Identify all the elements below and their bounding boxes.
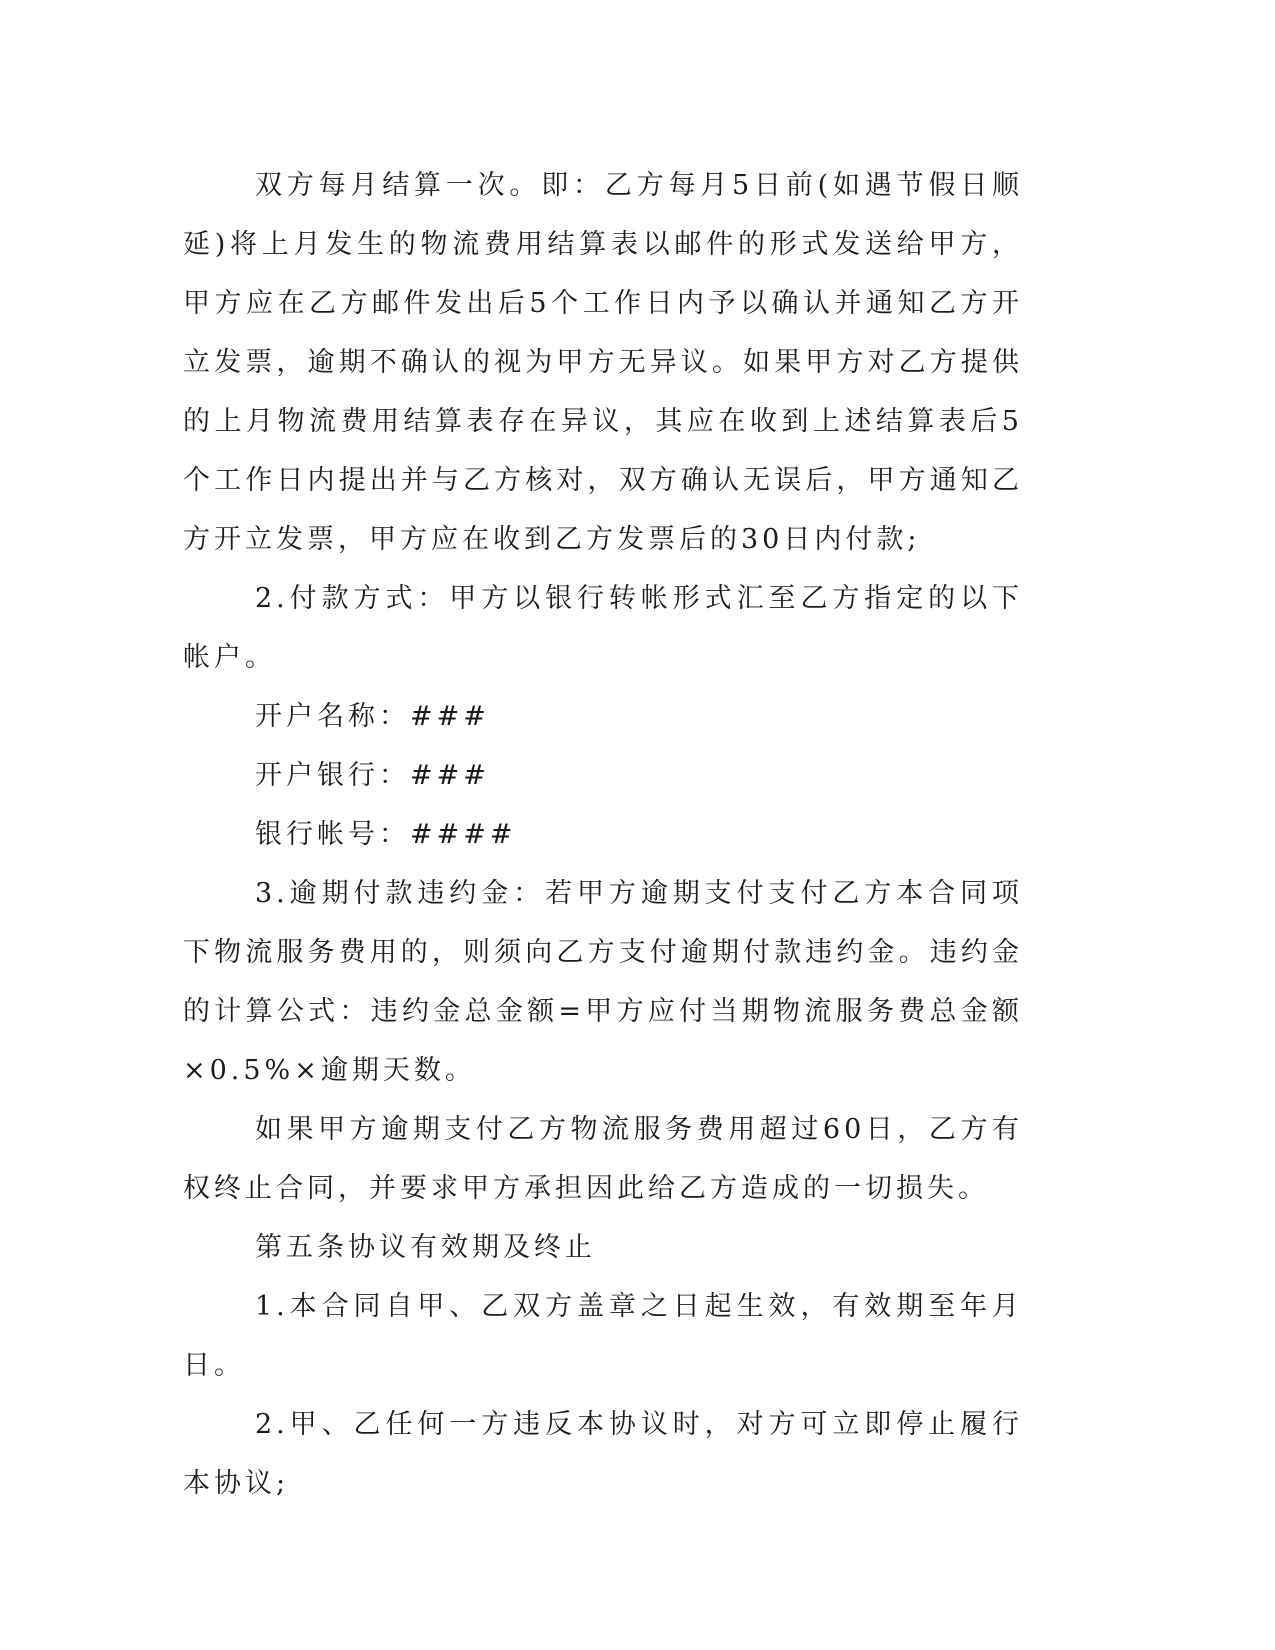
article-five-heading: 第五条协议有效期及终止 <box>255 1232 596 1263</box>
validity-paragraph: 1.本合同自甲、乙双方盖章之日起生效，有效期至年月日。 <box>183 1291 1023 1381</box>
account-number-line: 银行帐号：#### <box>255 819 517 850</box>
account-bank-line: 开户银行：### <box>255 760 490 791</box>
settlement-paragraph: 双方每月结算一次。即：乙方每月5日前(如遇节假日顺延)将上月发生的物流费用结算表以邮件的形式发送给甲方，甲方应在乙方邮件发出后5个工作日内予以确认并通知乙方开立发票，逾期不确认的视为甲方无异议。如果甲方对乙方提供的上月物流费用结算表存在异议，其应在收到上述结算表后5个工作日内提出并与乙方核对，双方确认无误后，甲方通知乙方开立发票，甲方应在收到乙方发票后的30日内付款; <box>183 170 1023 555</box>
payment-method-paragraph: 2.付款方式：甲方以银行转帐形式汇至乙方指定的以下帐户。 <box>183 583 1023 673</box>
document-body <box>183 156 1023 1513</box>
account-name-line: 开户名称：### <box>255 701 490 732</box>
breach-paragraph: 2.甲、乙任何一方违反本协议时，对方可立即停止履行本协议; <box>183 1409 1023 1499</box>
termination-right-paragraph: 如果甲方逾期支付乙方物流服务费用超过60日，乙方有权终止合同，并要求甲方承担因此给乙方造成的一切损失。 <box>183 1114 1023 1204</box>
late-payment-penalty-paragraph: 3.逾期付款违约金：若甲方逾期支付支付乙方本合同项下物流服务费用的，则须向乙方支付逾期付款违约金。违约金的计算公式：违约金总金额=甲方应付当期物流服务费总金额×0.5%×逾期天数。 <box>183 878 1023 1086</box>
